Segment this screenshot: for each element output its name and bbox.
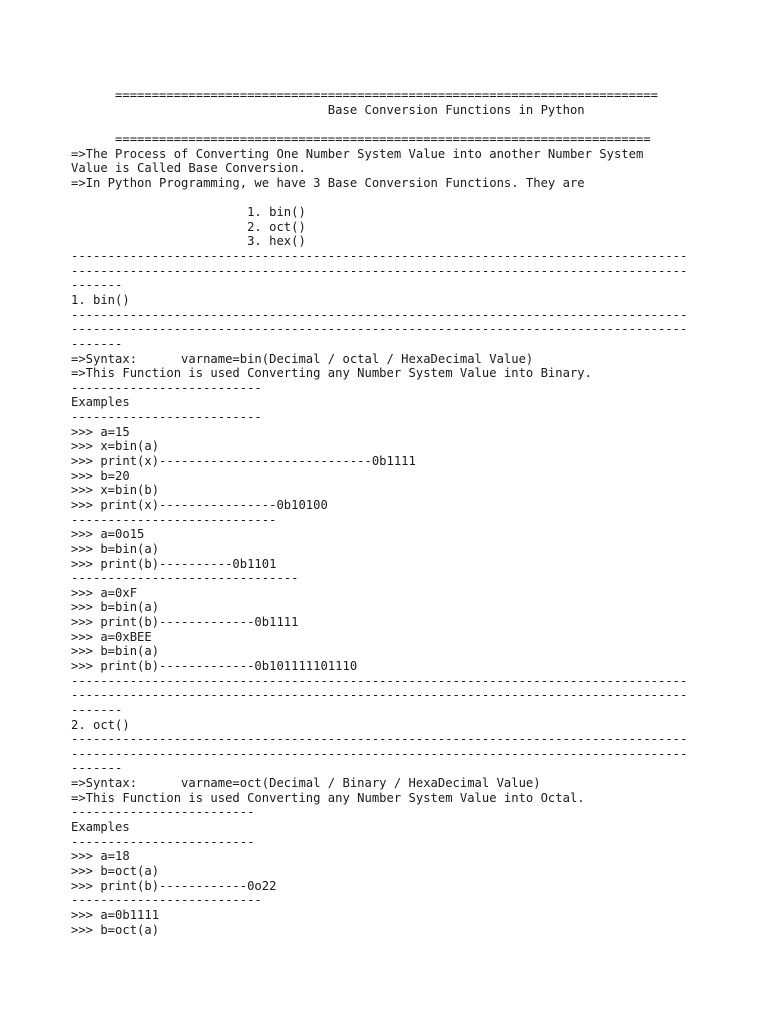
text-line: ========================================================================== xyxy=(71,88,658,102)
text-line: ------- xyxy=(71,702,123,717)
text-line: ------------------------------------------------------------------------------------ xyxy=(71,263,688,278)
text-line: 3. hex() xyxy=(71,234,306,249)
text-line: ========================================================================= xyxy=(71,131,651,146)
text-line: Examples xyxy=(71,820,130,835)
text-line: >>> print(b)----------0b1101 xyxy=(71,556,277,571)
text-line: >>> print(b)-------------0b1111 xyxy=(71,615,299,630)
text-line: >>> a=0xF xyxy=(71,585,138,600)
text-line: ------- xyxy=(71,336,123,351)
text-line: ------------------------------------------------------------------------------------ xyxy=(71,732,688,747)
text-line: Examples xyxy=(71,395,130,410)
document-text xyxy=(71,88,711,937)
text-line: ------------------------------------------------------------------------------------ xyxy=(71,322,688,337)
text-line: ------------------------- xyxy=(71,834,255,849)
text-line: 2. oct() xyxy=(71,717,130,732)
text-line: Base Conversion Functions in Python xyxy=(71,102,585,117)
text-line: =>In Python Programming, we have 3 Base Conversion Functions. They are xyxy=(71,175,585,190)
text-line: 1. bin() xyxy=(71,205,306,220)
text-line: =>Syntax: varname=bin(Decimal / octal / HexaDecimal Value) xyxy=(71,351,534,366)
text-line: >>> a=0b1111 xyxy=(71,907,160,922)
text-line: -------------------------- xyxy=(71,410,262,425)
text-line: >>> b=bin(a) xyxy=(71,541,160,556)
text-line: >>> print(b)------------0o22 xyxy=(71,878,277,893)
text-line: ------------------------------------------------------------------------------------ xyxy=(71,307,688,322)
text-line: =>This Function is used Converting any Number System Value into Binary. xyxy=(71,366,592,381)
text-line: >>> b=oct(a) xyxy=(71,863,160,878)
text-line: -------------------------- xyxy=(71,893,262,908)
text-line: ------------------------------- xyxy=(71,571,299,586)
text-line: >>> a=15 xyxy=(71,424,130,439)
text-line: >>> a=0o15 xyxy=(71,527,145,542)
text-line: >>> print(x)----------------0b10100 xyxy=(71,497,328,512)
text-line: ------------------------- xyxy=(71,805,255,820)
text-line: ------------------------------------------------------------------------------------ xyxy=(71,688,688,703)
text-line: Value is Called Base Conversion. xyxy=(71,161,306,176)
text-line xyxy=(71,117,711,132)
text-line: 1. bin() xyxy=(71,292,130,307)
text-line: ------- xyxy=(71,761,123,776)
text-line: ------- xyxy=(71,278,123,293)
text-line: >>> print(b)-------------0b101111101110 xyxy=(71,658,358,673)
text-line: >>> print(x)-----------------------------0b1111 xyxy=(71,454,416,469)
text-line: ------------------------------------------------------------------------------------ xyxy=(71,746,688,761)
text-line: 2. oct() xyxy=(71,219,306,234)
text-line: >>> a=0xBEE xyxy=(71,629,152,644)
text-line: -------------------------- xyxy=(71,380,262,395)
text-line: >>> b=bin(a) xyxy=(71,644,160,659)
text-line: ---------------------------- xyxy=(71,512,277,527)
text-line: >>> b=bin(a) xyxy=(71,600,160,615)
text-line: >>> a=18 xyxy=(71,849,130,864)
text-line: >>> x=bin(a) xyxy=(71,439,160,454)
text-line: =>The Process of Converting One Number System Value into another Number System xyxy=(71,146,644,161)
text-line: >>> x=bin(b) xyxy=(71,483,160,498)
text-line: >>> b=20 xyxy=(71,468,130,483)
text-line: =>This Function is used Converting any Number System Value into Octal. xyxy=(71,790,585,805)
text-line: =>Syntax: varname=oct(Decimal / Binary / HexaDecimal Value) xyxy=(71,776,541,791)
text-line xyxy=(71,190,711,205)
text-line: ------------------------------------------------------------------------------------ xyxy=(71,673,688,688)
text-line: ------------------------------------------------------------------------------------ xyxy=(71,249,688,264)
text-line: >>> b=oct(a) xyxy=(71,922,160,937)
